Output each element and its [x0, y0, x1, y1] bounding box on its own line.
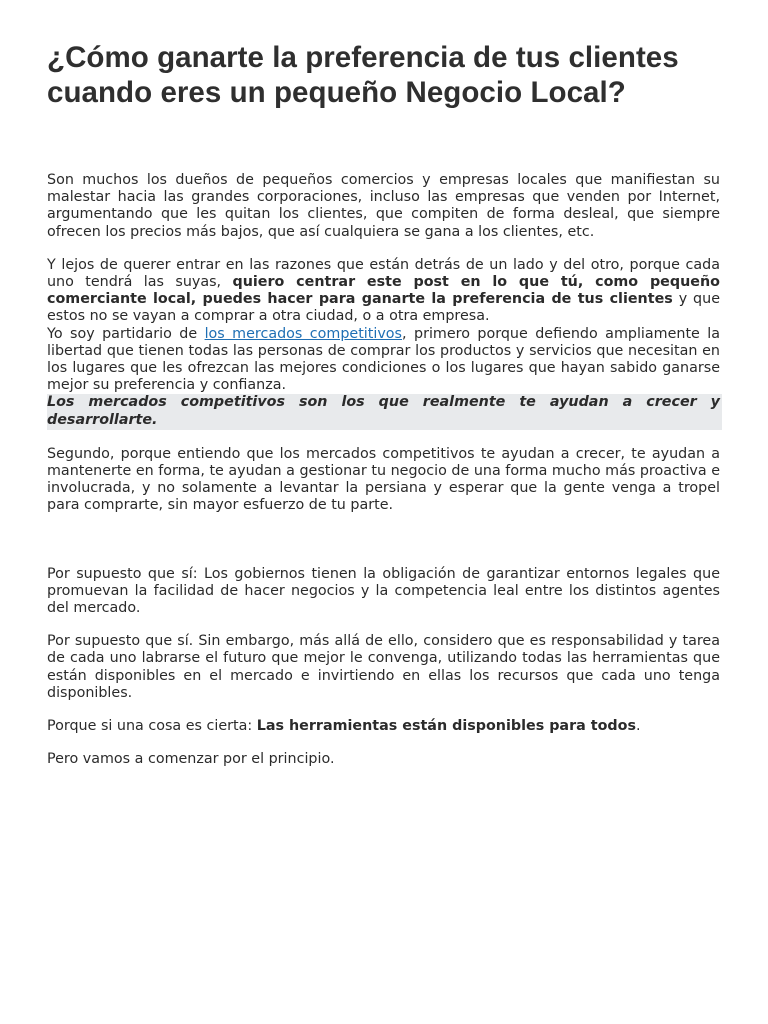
- paragraph-spacer: [47, 430, 720, 446]
- paragraph-tools-start: Porque si una cosa es cierta:: [47, 718, 257, 735]
- paragraph-purpose-bold: quiero centrar este post en lo que tú, como pequeño comerciante local, puedes hacer para ganarte la preferencia de tus clientes: [47, 274, 720, 308]
- paragraph-spacer: [47, 735, 720, 751]
- competitive-markets-link[interactable]: los mercados competitivos: [204, 325, 403, 342]
- paragraph-purpose-end: y que estos no se vayan a comprar a otra ciudad, o a otra empresa.: [47, 291, 720, 325]
- paragraph-tools-end: .: [635, 718, 641, 735]
- paragraph-spacer: [47, 241, 720, 257]
- paragraph-competitive-markets: [47, 326, 720, 395]
- paragraph-government: Por supuesto que sí: Los gobiernos tienen la obligación de garantizar entornos legales que promuevan la facilidad de hacer negocios y la competencia leal entre los distintos agentes del mercado.: [47, 565, 720, 617]
- paragraph-purpose-start: Y lejos de querer entrar en las razones que están detrás de un lado y del otro, porque cada uno tendrá las suyas,: [47, 256, 720, 291]
- paragraph-spacer: [47, 617, 720, 633]
- section-spacer: [47, 515, 720, 566]
- paragraph-intro: Son muchos los dueños de pequeños comercios y empresas locales que manifiestan su malestar hacia las grandes corporaciones, incluso las empresas que venden por Internet, argumentando que les quitan los clientes, que compiten de forma desleal, que siempre ofrecen los precios más bajos, que así cualquiera se gana a los clientes, etc.: [47, 172, 720, 240]
- paragraph-beginning: Pero vamos a comenzar por el principio.: [47, 751, 335, 768]
- paragraph-tools: [47, 718, 720, 735]
- article: [47, 40, 720, 768]
- paragraph-competitive-end: , primero porque defiendo ampliamente la libertad que tienen todas las personas de comprar los productos y servicios que necesitan en los lugares que les ofrezcan las mejores condiciones o los lugares que hayan sabido ganarse mejor su preferencia y confianza.: [47, 325, 721, 394]
- article-body: [47, 172, 720, 768]
- highlighted-quote: Los mercados competitivos son los que realmente te ayudan a crecer y desarrollarte.: [47, 394, 722, 429]
- article-title: ¿Cómo ganarte la preferencia de tus clientes cuando eres un pequeño Negocio Local?: [47, 41, 679, 109]
- paragraph-second-reason: Segundo, porque entiendo que los mercados competitivos te ayudan a crecer, te ayudan a mantenerte en forma, te ayudan a gestionar tu negocio de una forma mucho más proactiva e involucrada, y no solamente a levantar la persiana y esperar que la gente venga a tropel para comprarte, sin mayor esfuerzo de tu parte.: [47, 445, 720, 514]
- paragraph-competitive-start: Yo soy partidario de: [47, 325, 205, 342]
- paragraph-spacer: [47, 702, 720, 718]
- paragraph-tools-bold: Las herramientas están disponibles para todos: [256, 718, 636, 735]
- paragraph-responsibility: Por supuesto que sí. Sin embargo, más allá de ello, considero que es responsabilidad y tarea de cada uno labrarse el futuro que mejor le convenga, utilizando todas las herramientas que están disponibles en el mercado e invirtiendo en ellas los recursos que cada uno tenga disponibles.: [47, 633, 720, 701]
- paragraph-purpose: [47, 257, 720, 326]
